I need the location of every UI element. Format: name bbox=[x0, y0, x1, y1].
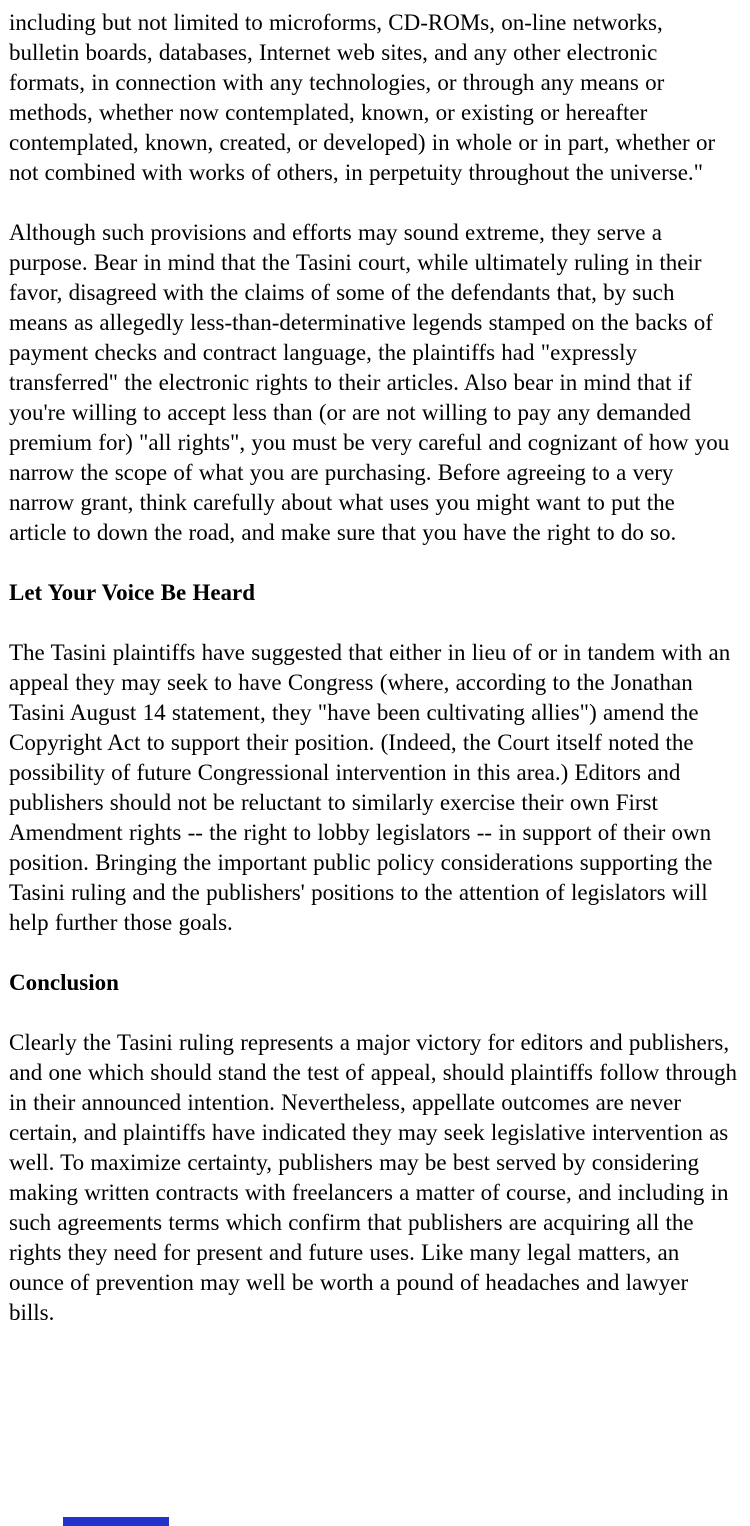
section-heading-let-your-voice-be-heard: Let Your Voice Be Heard bbox=[9, 580, 256, 605]
paragraph-tasini-court-caution: Although such provisions and efforts may sound extreme, they serve a purpose. Bear in mind that the Tasini court, while ultimately ruling in their favor, disagreed with the claims of some of the defendants that, by such means as allegedly less-than-determinative legends stamped on the backs of payment checks and contract language, the plaintiffs had "expressly transferred" the electronic rights to their articles. Also bear in mind that if you're willing to accept less than (or are not willing to pay any demanded premium for) "all rights", you must be very careful and cognizant of how you narrow the scope of what you are purchasing. Before agreeing to a very narrow grant, think carefully about what uses you might want to put the article to down the road, and make sure that you have the right to do so. bbox=[9, 220, 730, 545]
paragraph-congress-lobbying: The Tasini plaintiffs have suggested that either in lieu of or in tandem with an appeal they may seek to have Congress (where, according to the Jonathan Tasini August 14 statement, they "have been cultivating allies") amend the Copyright Act to support their position. (Indeed, the Court itself noted the possibility of future Congressional intervention in this area.) Editors and publishers should not be reluctant to similarly exercise their own First Amendment rights -- the right to lobby legislators -- in support of their own position. Bringing the important public policy considerations supporting the Tasini ruling and the publishers' positions to the attention of legislators will help further those goals. bbox=[9, 640, 731, 935]
truncated-link-fragment[interactable] bbox=[63, 1517, 169, 1526]
section-heading-conclusion: Conclusion bbox=[9, 970, 119, 995]
paragraph-conclusion-text: Clearly the Tasini ruling represents a major victory for editors and publishers, and one which should stand the test of appeal, should plaintiffs follow through in their announced intention. Nevertheless, appellate outcomes are never certain, and plaintiffs have indicated they may seek legislative intervention as well. To maximize certainty, publishers may be best served by considering making written contracts with freelancers a matter of course, and including in such agreements terms which confirm that publishers are acquiring all the rights they need for present and future uses. Like many legal matters, an ounce of prevention may well be worth a pound of headaches and lawyer bills. bbox=[9, 1030, 738, 1325]
paragraph-continuation-electronic-rights: including but not limited to microforms, CD-ROMs, on-line networks, bulletin boards, databases, Internet web sites, and any other electronic formats, in connection with any technologies, or through any means or methods, whether now contemplated, known, or existing or hereafter contemplated, known, created, or developed) in whole or in part, whether or not combined with works of others, in perpetuity throughout the universe." bbox=[9, 10, 716, 185]
